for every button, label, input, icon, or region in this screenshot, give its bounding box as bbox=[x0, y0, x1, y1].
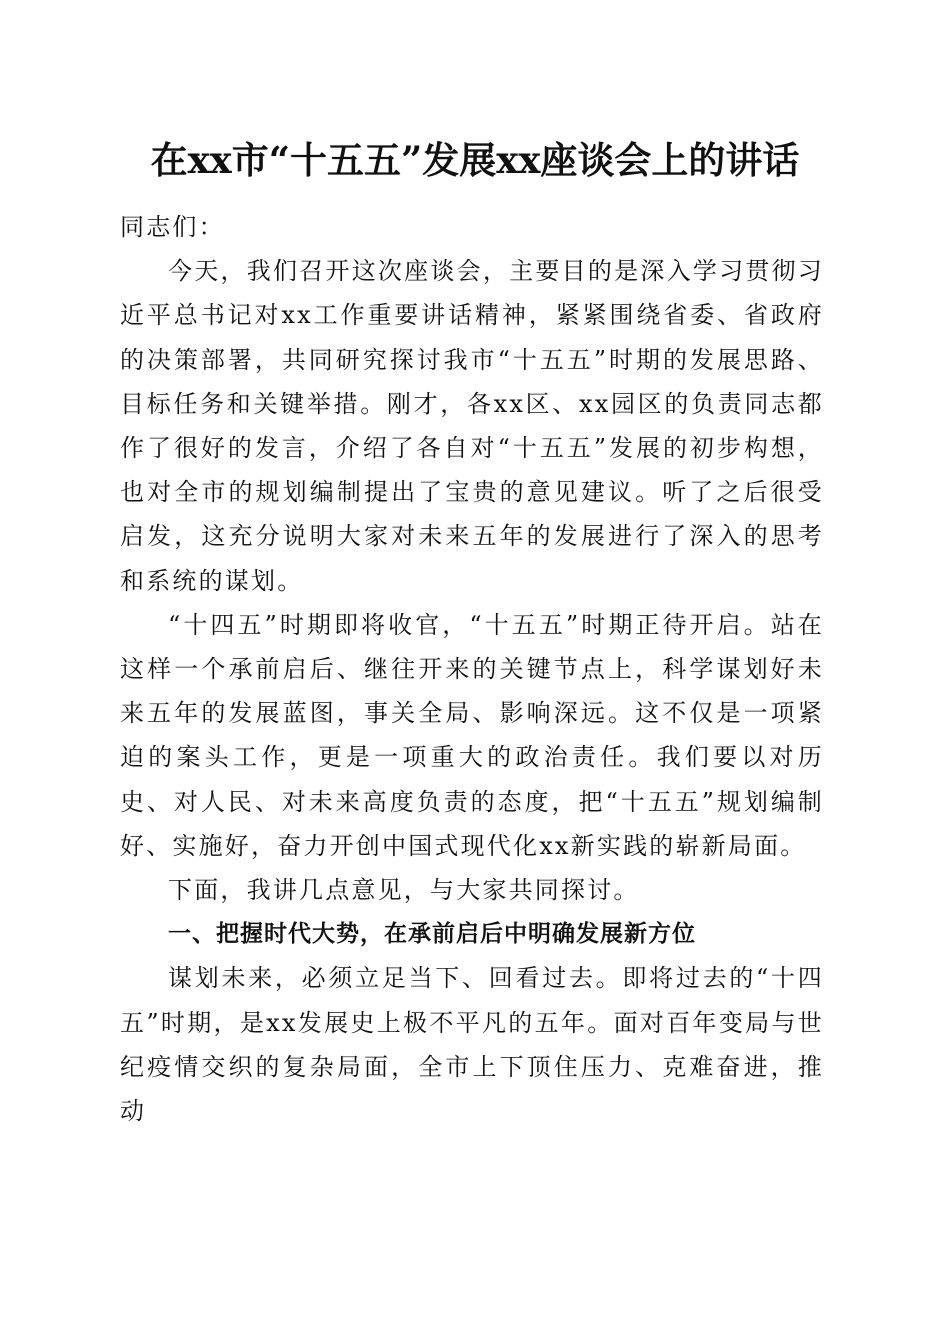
paragraph-context: “十四五”时期即将收官，“十五五”时期正待开启。站在这样一个承前启后、继往开来的关键节点上，科学谋划好未来五年的发展蓝图，事关全局、影响深远。这不仅是一项紧迫的案头工作，更是一项重大的政治责任。我们要以对历史、对人民、对未来高度负责的态度，把“十五五”规划编制好、实施好，奋力开创中国式现代化xx新实践的崭新局面。 bbox=[120, 610, 824, 860]
section-heading: 一、把握时代大势，在承前启后中明确发展新方位 bbox=[168, 921, 696, 948]
document-body bbox=[120, 205, 824, 1133]
paragraph-transition: 下面，我讲几点意见，与大家共同探讨。 bbox=[168, 876, 640, 905]
paragraph-intro: 今天，我们召开这次座谈会，主要目的是深入学习贯彻习近平总书记对xx工作重要讲话精神，紧紧围绕省委、省政府的决策部署，共同研究探讨我市“十五五”时期的发展思路、目标任务和关键举措。刚才，各xx区、xx园区的负责同志都作了很好的发言，介绍了各自对“十五五”发展的初步构想，也对全市的规划编制提出了宝贵的意见建议。听了之后很受启发，这充分说明大家对未来五年的发展进行了深入的思考和系统的谋划。 bbox=[120, 257, 824, 595]
section-paragraph: 谋划未来，必须立足当下、回看过去。即将过去的“十四五”时期，是xx发展史上极不平凡的五年。面对百年变局与世纪疫情交织的复杂局面，全市上下顶住压力、克难奋进，推动 bbox=[120, 964, 824, 1126]
salutation: 同志们： bbox=[120, 213, 225, 241]
document-title: 在xx市“十五五”发展xx座谈会上的讲话 bbox=[150, 138, 800, 182]
